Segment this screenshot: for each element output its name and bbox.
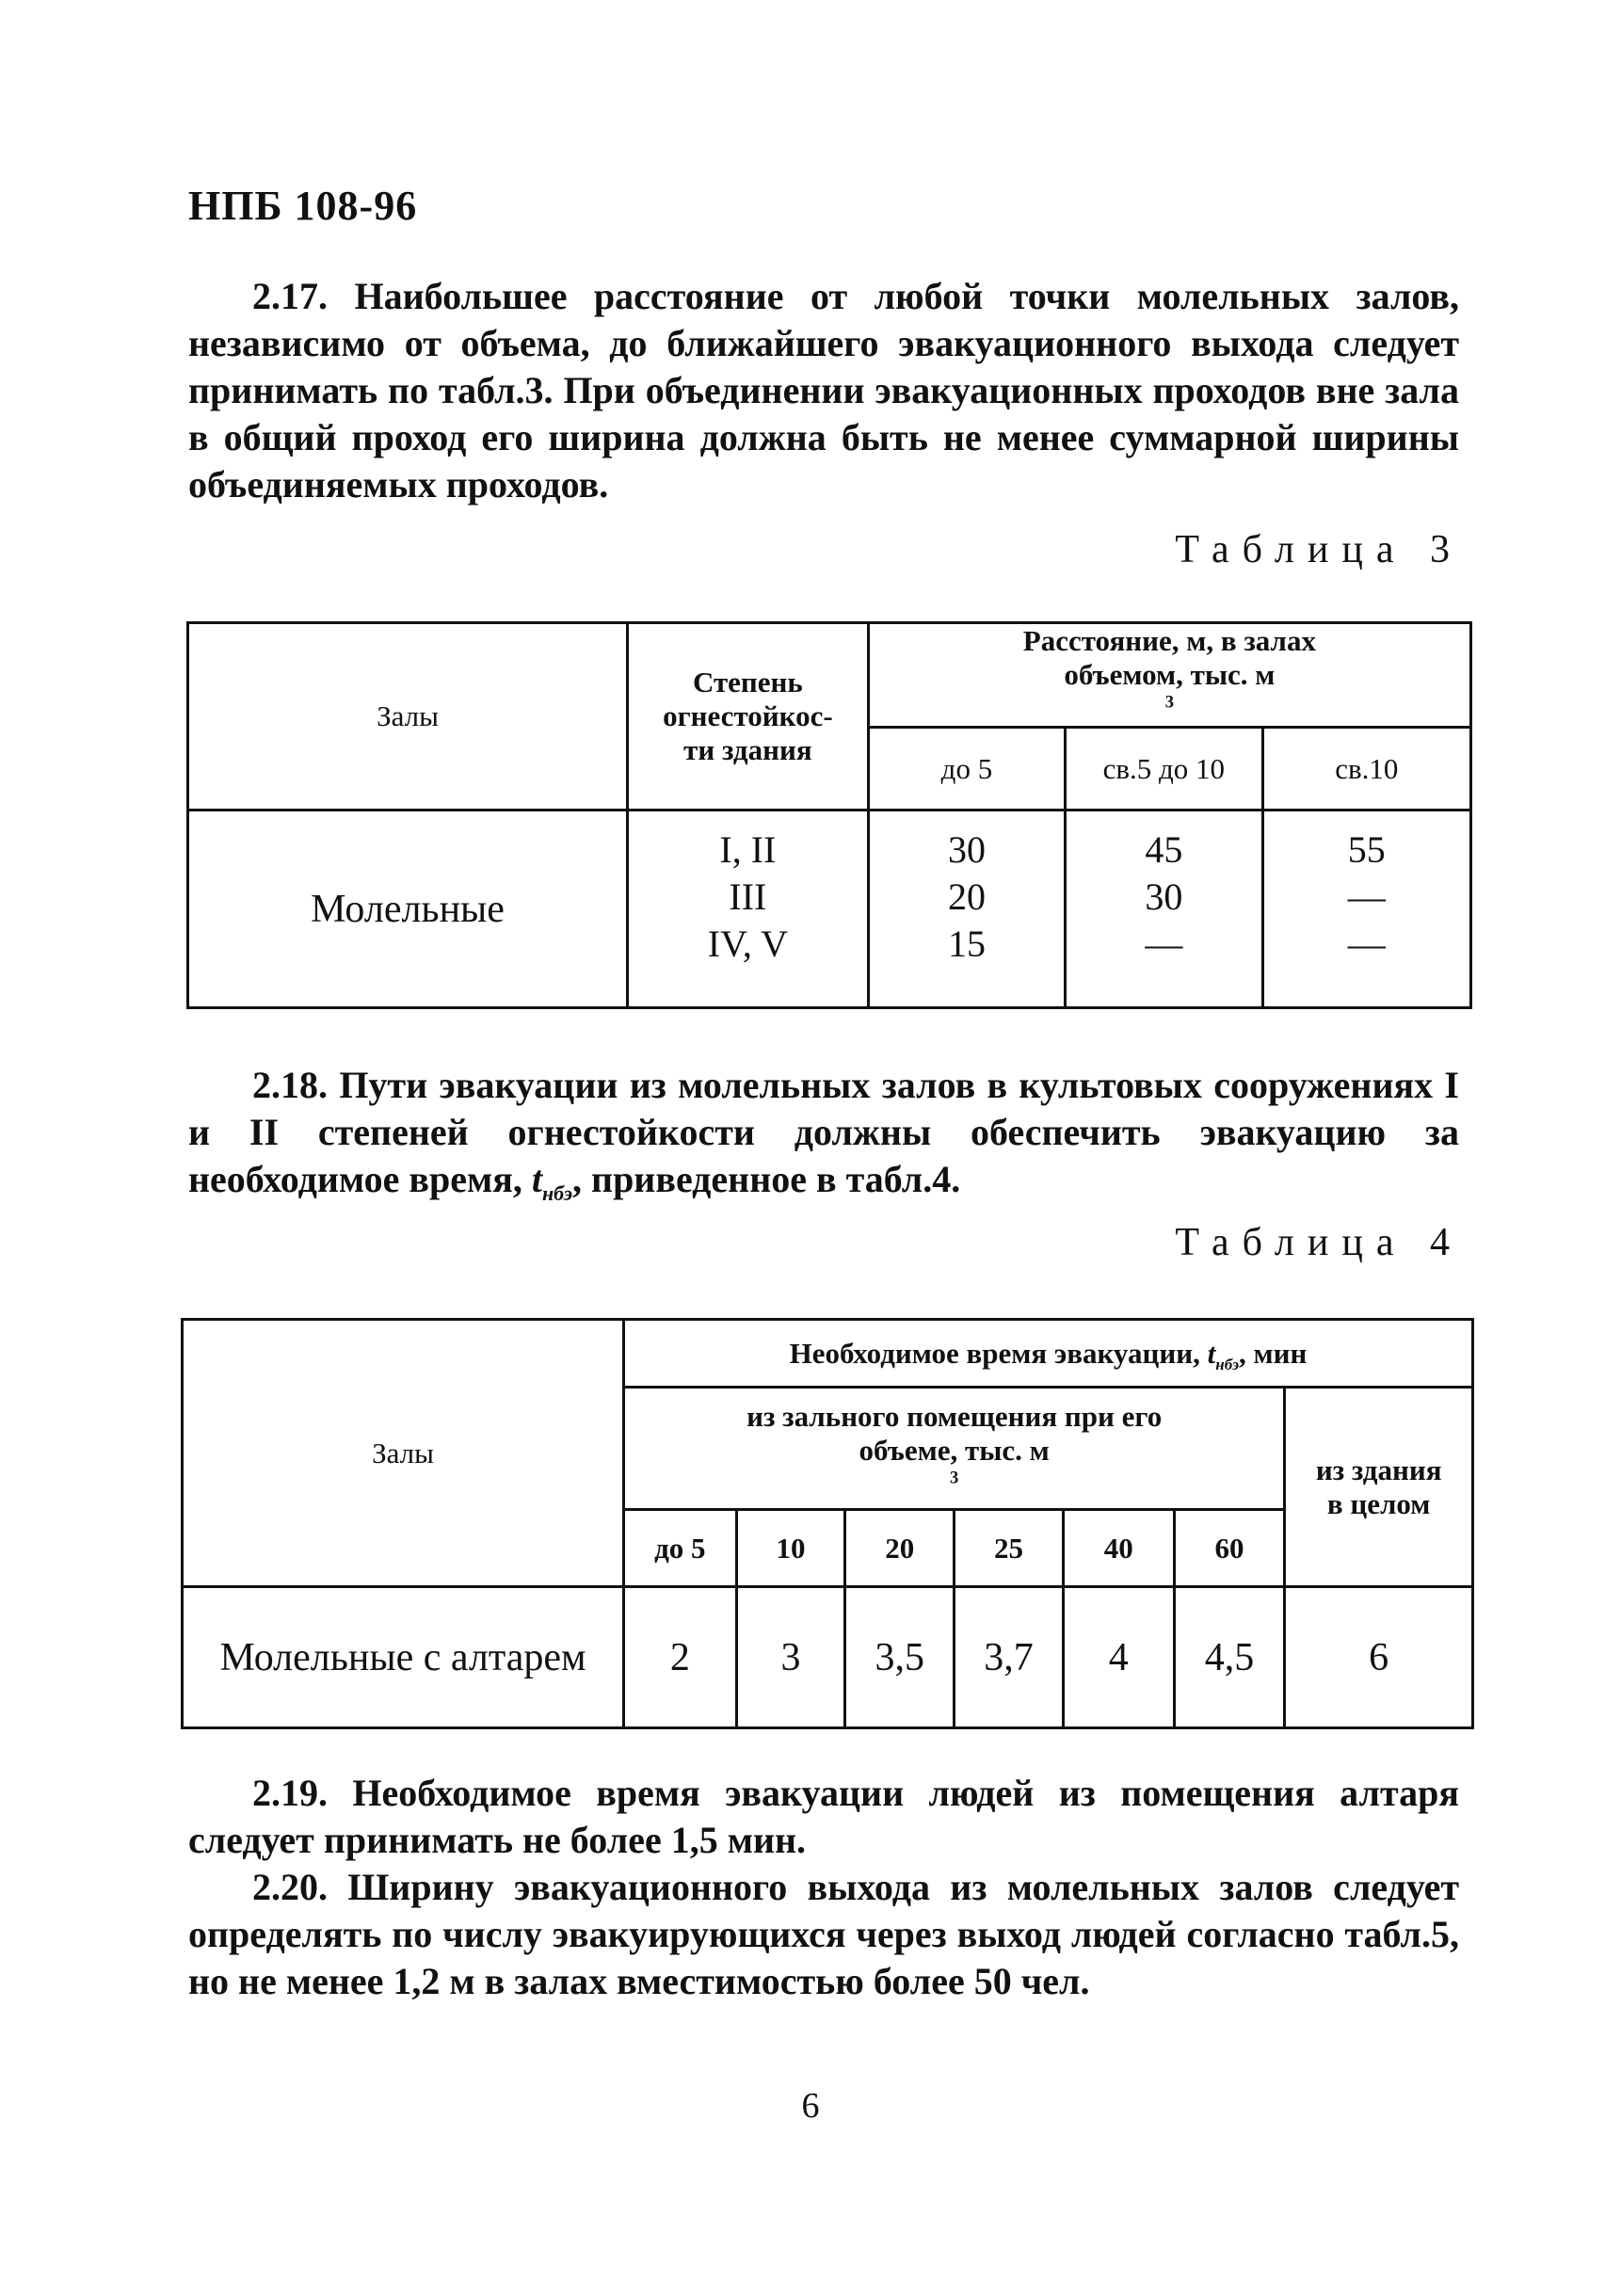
table4-header-room-volume: из зального помещения при его объеме, тыс. м $^3$	[624, 1388, 1285, 1510]
table-3-caption: Таблица 3	[1175, 528, 1463, 571]
table-4	[181, 1318, 1474, 1729]
paragraph-text: Наибольшее расстояние от любой точки молельных залов, независимо от объема, до ближайшего эвакуационного выхода следует принимать по табл.3. При объединении эвакуационных проходов вне зала в общий проход его ширина должна быть не менее суммарной ширины объединяемых проходов.	[188, 275, 1460, 506]
table3-subheader-up-to-5: до 5	[868, 728, 1065, 811]
table3-subheader-over-10: св.10	[1262, 728, 1470, 811]
paragraph-2-19	[188, 1770, 1459, 1864]
table3-cell-5-to-10: 45 30 —	[1066, 811, 1262, 1008]
table4-cell-value: 3,7	[955, 1587, 1064, 1728]
paragraph-number: 2.19.	[252, 1772, 328, 1814]
paragraph-number: 2.18.	[252, 1064, 328, 1106]
table4-cell-value: 3,5	[845, 1587, 955, 1728]
paragraph-number: 2.17.	[252, 275, 328, 317]
table3-cell-over-10: 55 — —	[1262, 811, 1470, 1008]
paragraph-2-17	[188, 273, 1459, 508]
table4-cell-value: 4,5	[1174, 1587, 1285, 1728]
table4-header-evacuation-time: Необходимое время эвакуации, $t_{нбэ}$, мин	[624, 1320, 1473, 1388]
table3-cell-up-to-5: 30 20 15	[868, 811, 1065, 1008]
table3-cell-hall: Молельные	[188, 811, 628, 1008]
table4-header-halls: Залы	[183, 1320, 624, 1587]
table4-subheader-volume: 40	[1063, 1510, 1174, 1587]
table4-subheader-volume: 25	[955, 1510, 1064, 1587]
table-3	[186, 621, 1472, 1009]
table3-header-halls: Залы	[188, 623, 628, 811]
table4-cell-value: 3	[736, 1587, 845, 1728]
paragraph-number: 2.20.	[252, 1866, 328, 1908]
table-row	[188, 811, 1471, 1008]
time-symbol: $t_{нбэ}$	[531, 1158, 573, 1205]
table-row	[183, 1587, 1473, 1728]
table4-cell-value: 2	[624, 1587, 737, 1728]
table4-header-whole-building: из здания в целом	[1285, 1388, 1473, 1587]
table4-subheader-volume: 10	[736, 1510, 845, 1587]
page-number: 6	[801, 2086, 820, 2126]
table4-cell-value: 4	[1063, 1587, 1174, 1728]
table4-cell-building: 6	[1285, 1587, 1473, 1728]
paragraph-text: Пути эвакуации из молельных залов в культовых сооружениях I и II степеней огнестойкости должны обеспечить эвакуацию за необходимое время,	[188, 1064, 1460, 1200]
table-4-caption: Таблица 4	[1175, 1221, 1463, 1264]
table3-header-distance: Расстояние, м, в залах объемом, тыс. м $^3$	[868, 623, 1470, 728]
paragraph-text: Ширину эвакуационного выхода из молельных залов следует определять по числу эвакуирующихся через выход людей согласно табл.5, но не менее 1,2 м в залах вместимостью более 50 чел.	[188, 1866, 1460, 2002]
table3-header-fire-resistance: Степень огнестойкос- ти здания	[628, 623, 869, 811]
table4-cell-hall: Молельные с алтарем	[183, 1587, 624, 1728]
table3-subheader-5-to-10: св.5 до 10	[1066, 728, 1262, 811]
paragraph-2-18: 2.18. Пути эвакуации из молельных залов в культовых сооружениях I и II степеней огнестойкости должны обеспечить эвакуацию за необходимое время, $t_{нбэ}$, приведенное в табл.4.	[188, 1064, 1460, 1205]
table3-cell-degrees: I, II III IV, V	[628, 811, 869, 1008]
document-code: НПБ 108-96	[188, 183, 418, 229]
paragraph-2-20	[188, 1864, 1459, 2005]
paragraph-text: Необходимое время эвакуации людей из помещения алтаря следует принимать не более 1,5 мин.	[188, 1772, 1460, 1861]
table4-subheader-volume: 60	[1174, 1510, 1285, 1587]
table4-subheader-volume: 20	[845, 1510, 955, 1587]
table4-subheader-volume: до 5	[624, 1510, 737, 1587]
